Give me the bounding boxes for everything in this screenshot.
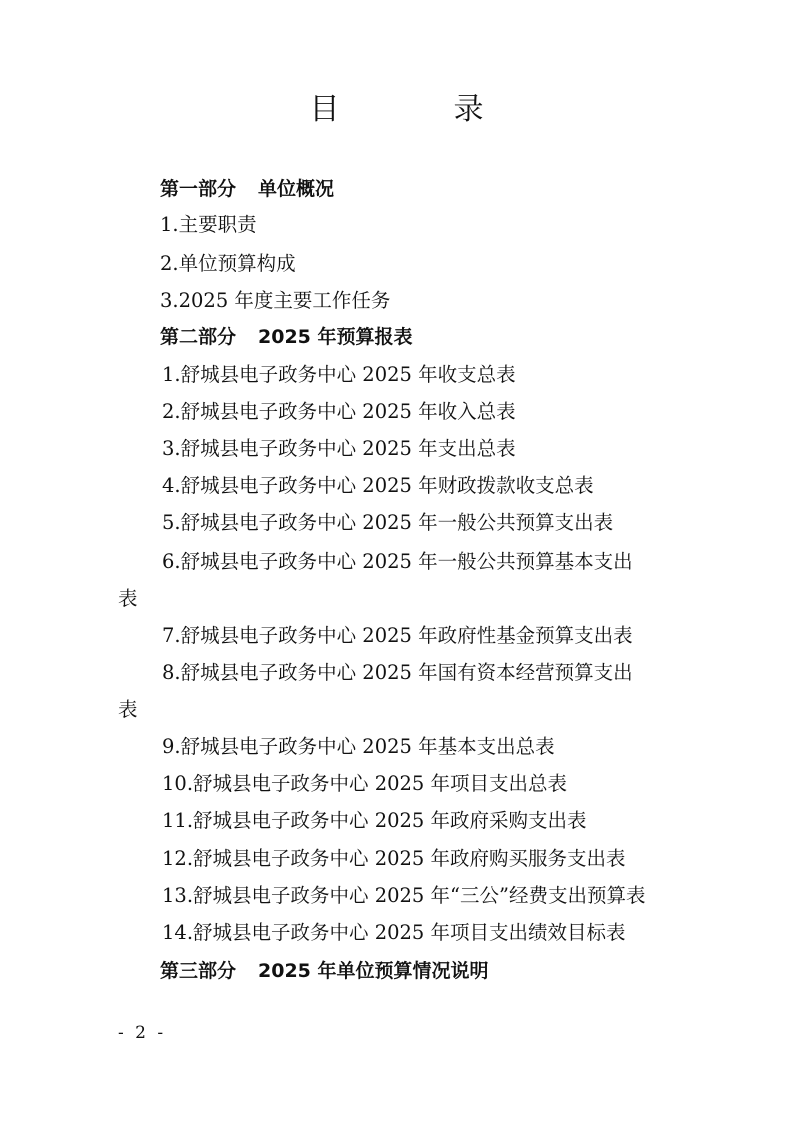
part1-heading <box>160 176 334 202</box>
toc-item: 1.舒城县电子政务中心 2025 年收支总表 <box>162 363 516 386</box>
part2-name: 2025 年预算报表 <box>258 326 413 348</box>
part1-label: 第一部分 <box>160 178 237 200</box>
toc-item: 1.主要职责 <box>160 213 257 236</box>
toc-item: 9.舒城县电子政务中心 2025 年基本支出总表 <box>162 735 555 758</box>
toc-item: 12.舒城县电子政务中心 2025 年政府购买服务支出表 <box>162 847 626 870</box>
toc-item: 3.舒城县电子政务中心 2025 年支出总表 <box>162 437 516 460</box>
toc-item: 8.舒城县电子政务中心 2025 年国有资本经营预算支出 <box>162 661 633 684</box>
page-number: - 2 - <box>118 1023 167 1043</box>
toc-item: 13.舒城县电子政务中心 2025 年“三公”经费支出预算表 <box>162 884 646 907</box>
part3-heading <box>160 958 489 984</box>
toc-item: 5.舒城县电子政务中心 2025 年一般公共预算支出表 <box>162 511 614 534</box>
page-title: 目 录 <box>309 92 526 127</box>
toc-item: 7.舒城县电子政务中心 2025 年政府性基金预算支出表 <box>162 624 633 647</box>
toc-item: 10.舒城县电子政务中心 2025 年项目支出总表 <box>162 772 568 795</box>
toc-item-continuation: 表 <box>118 587 138 610</box>
toc-item: 3.2025 年度主要工作任务 <box>160 289 391 312</box>
toc-item: 2.单位预算构成 <box>160 252 296 275</box>
toc-item: 6.舒城县电子政务中心 2025 年一般公共预算基本支出 <box>162 550 633 573</box>
part3-label: 第三部分 <box>160 960 237 982</box>
toc-item-continuation: 表 <box>118 698 138 721</box>
part3-name: 2025 年单位预算情况说明 <box>258 960 489 982</box>
toc-item: 4.舒城县电子政务中心 2025 年财政拨款收支总表 <box>162 474 594 497</box>
part2-heading <box>160 324 413 350</box>
part2-label: 第二部分 <box>160 326 237 348</box>
toc-item: 2.舒城县电子政务中心 2025 年收入总表 <box>162 400 516 423</box>
part1-name: 单位概况 <box>258 178 335 200</box>
toc-item: 14.舒城县电子政务中心 2025 年项目支出绩效目标表 <box>162 921 626 944</box>
toc-item: 11.舒城县电子政务中心 2025 年政府采购支出表 <box>162 809 587 832</box>
